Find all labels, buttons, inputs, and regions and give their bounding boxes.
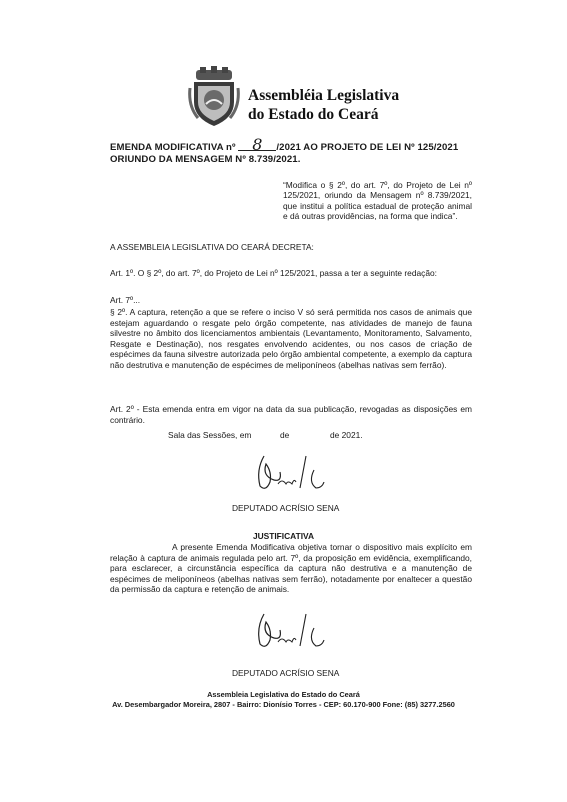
signatory-name-1: DEPUTADO ACRÍSIO SENA [232,503,340,513]
session-date-c: de 2021. [330,430,363,440]
justificativa-body: A presente Emenda Modificativa objetiva tornar o dispositivo mais explícito em relação à captura de animais regulada pelo art. 7º, da proposição em evidência, exemplificando, para esclarecer, a circunstância específica da captura não destrutiva e a manutenção de espécimes de meliponíneos (abelhas nativas sem ferrão), notadamente por enaltecer a questão da permissão da captura e retenção de animais. [110,542,472,595]
article-2: Art. 2º - Esta emenda entra em vigor na data da sua publicação, revogadas as disposições em contrário. [110,404,472,425]
institution-line-2: do Estado do Ceará [248,106,379,123]
handwritten-signature-2 [252,610,332,650]
paragraph-2: § 2º. A captura, retenção a que se refere o inciso V só será permitida nos casos de animais que estejam aguardando o resgate pelo órgão competente, nas atividades de manejo de fauna silvestre no âmbito dos licenciamentos ambientais (Levantamento, Monitoramento, Salvamento, Resgate e Destinação), nos resgates envolvendo acidentes, ou nos casos de criação de espécimes da fauna silvestre autorizada pelo órgão ambiental competente, a exemplo da captura não destrutiva e manutenção de espécimes de meliponíneos (abelhas nativas sem ferrão). [110,307,472,370]
emenda-heading [110,135,472,166]
emenda-number-handwritten: 8 [238,140,276,151]
emenda-line-2: ORIUNDO DA MENSAGEM Nº 8.739/2021. [110,154,301,165]
institution-name [248,86,399,124]
session-date-b: de [280,430,290,440]
emenda-suffix: /2021 AO PROJETO DE LEI Nº 125/2021 [276,142,459,153]
footer-address: Av. Desembargador Moreira, 2807 - Bairro: Dionísio Torres - CEP: 60.170-900 Fone: (85) 3277.2560 [112,700,455,709]
footer-institution: Assembleia Legislativa do Estado do Ceará [207,690,360,699]
decreta-line: A ASSEMBLEIA LEGISLATIVA DO CEARÁ DECRETA: [110,242,314,252]
article-1: Art. 1º. O § 2º, do art. 7º, do Projeto de Lei nº 125/2021, passa a ter a seguinte redação: [110,268,437,278]
ementa-text: “Modifica o § 2º, do art. 7º, do Projeto de Lei nº 125/2021, oriundo da Mensagem nº 8.739/2021, que institui a política estadual de proteção animal e dá outras providências, na forma que indica”. [283,180,472,222]
justificativa-title: JUSTIFICATIVA [252,531,315,541]
handwritten-signature-1 [252,452,332,492]
justificativa-text [110,542,472,595]
article-7-ref: Art. 7º... [110,295,141,305]
signatory-name-2: DEPUTADO ACRÍSIO SENA [232,668,340,678]
coat-of-arms-seal-icon [188,66,240,128]
institution-line-1: Assembléia Legislativa [248,87,400,104]
emenda-prefix: EMENDA MODIFICATIVA nº [110,142,236,153]
session-date-a: Sala das Sessões, em [168,430,252,440]
